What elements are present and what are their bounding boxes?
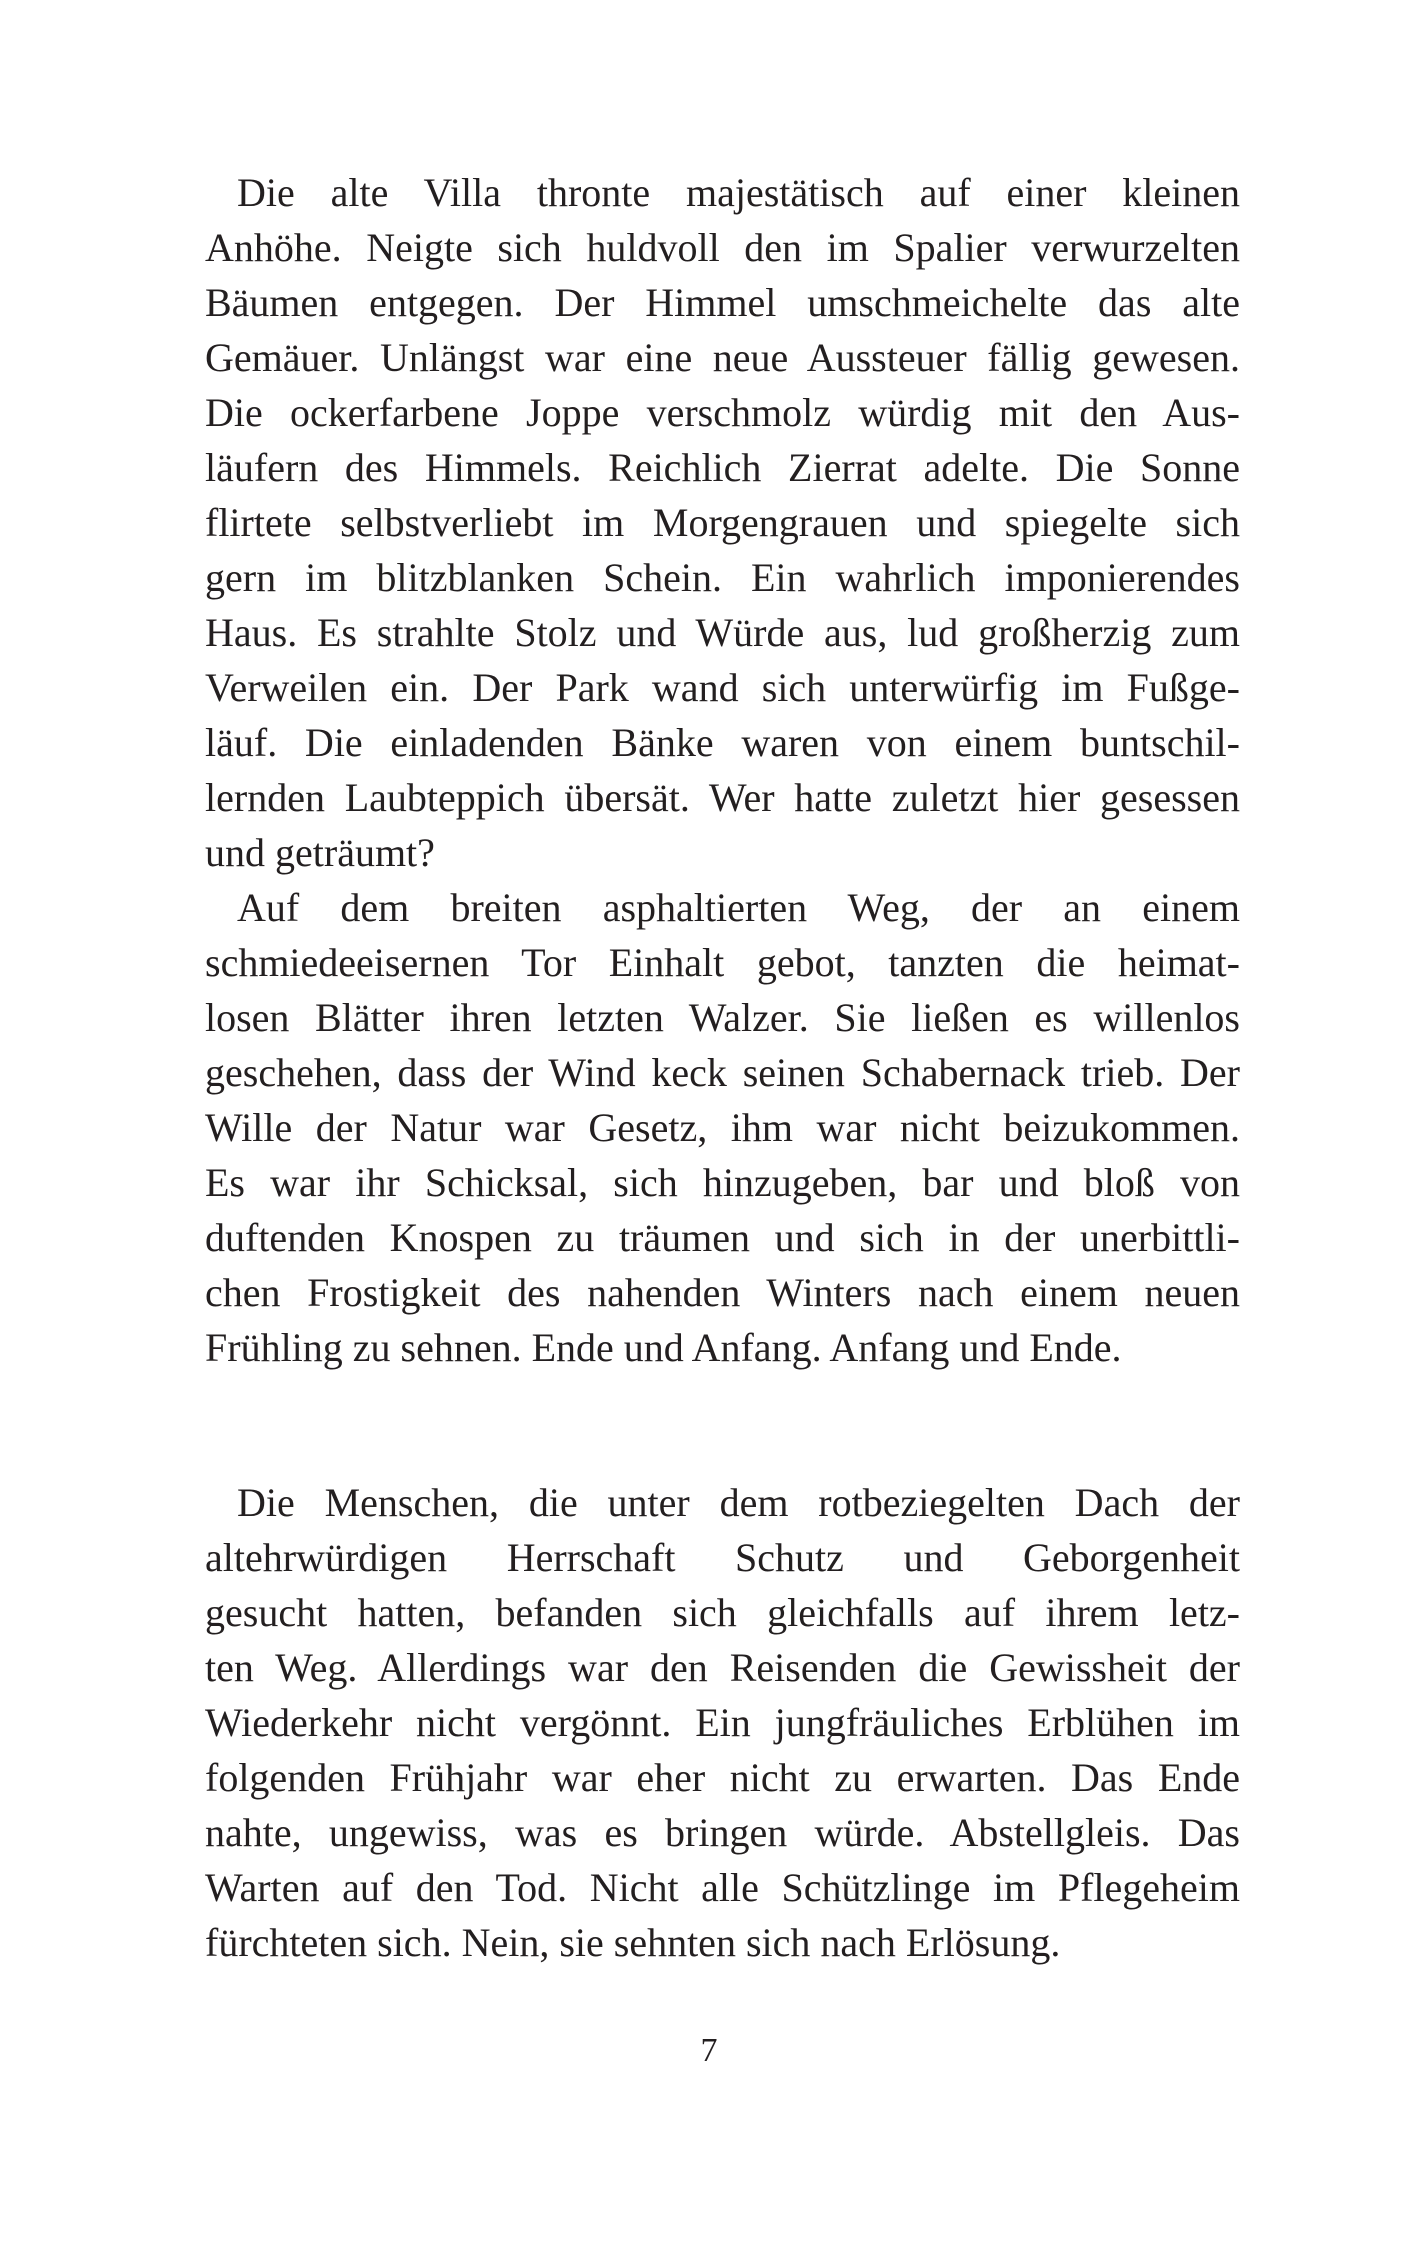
page-number: 7: [700, 2032, 718, 2069]
text-line: Haus. Es strahlte Stolz und Würde aus, lud großherzig zum: [205, 610, 1240, 655]
text-line: Auf dem breiten asphaltierten Weg, der an einem: [237, 885, 1240, 930]
paragraph-villa: [205, 165, 1240, 880]
text-line: Warten auf den Tod. Nicht alle Schützlinge im Pflegeheim: [205, 1865, 1240, 1910]
text-line: Verweilen ein. Der Park wand sich unterwürfig im Fußge-: [205, 665, 1240, 710]
text-line: Bäumen entgegen. Der Himmel umschmeichelte das alte: [205, 280, 1240, 325]
text-line: flirtete selbstverliebt im Morgengrauen und spiegelte sich: [205, 500, 1240, 545]
text-line: Frühling zu sehnen. Ende und Anfang. Anfang und Ende.: [205, 1325, 1122, 1370]
text-line: fürchteten sich. Nein, sie sehnten sich nach Erlösung.: [205, 1920, 1061, 1965]
text-line: Wiederkehr nicht vergönnt. Ein jungfräuliches Erblühen im: [205, 1700, 1240, 1745]
text-line: chen Frostigkeit des nahenden Winters nach einem neuen: [205, 1270, 1240, 1315]
text-line: Die Menschen, die unter dem rotbeziegelten Dach der: [237, 1480, 1240, 1525]
paragraph-leaves: [205, 880, 1240, 1375]
text-line: geschehen, dass der Wind keck seinen Schabernack trieb. Der: [205, 1050, 1240, 1095]
text-line: läuf. Die einladenden Bänke waren von einem buntschil-: [205, 720, 1240, 765]
text-line: Die ockerfarbene Joppe verschmolz würdig mit den Aus-: [205, 390, 1240, 435]
text-line: gesucht hatten, befanden sich gleichfalls auf ihrem letz-: [205, 1590, 1240, 1635]
text-line: Gemäuer. Unlängst war eine neue Aussteuer fällig gewesen.: [205, 335, 1240, 380]
text-line: läufern des Himmels. Reichlich Zierrat adelte. Die Sonne: [205, 445, 1240, 490]
text-line: Die alte Villa thronte majestätisch auf einer kleinen: [237, 170, 1240, 215]
text-line: nahte, ungewiss, was es bringen würde. Abstellgleis. Das: [205, 1810, 1240, 1855]
text-line: und geträumt?: [205, 830, 435, 875]
text-line: altehrwürdigen Herrschaft Schutz und Geborgenheit: [205, 1535, 1240, 1580]
paragraph-people: [205, 1475, 1240, 1970]
text-line: lernden Laubteppich übersät. Wer hatte zuletzt hier gesessen: [205, 775, 1240, 820]
text-line: schmiedeeisernen Tor Einhalt gebot, tanzten die heimat-: [205, 940, 1240, 985]
text-line: losen Blätter ihren letzten Walzer. Sie ließen es willenlos: [205, 995, 1240, 1040]
text-line: ten Weg. Allerdings war den Reisenden die Gewissheit der: [205, 1645, 1240, 1690]
text-line: gern im blitzblanken Schein. Ein wahrlich imponierendes: [205, 555, 1240, 600]
text-line: folgenden Frühjahr war eher nicht zu erwarten. Das Ende: [205, 1755, 1240, 1800]
text-line: Anhöhe. Neigte sich huldvoll den im Spalier verwurzelten: [205, 225, 1240, 270]
text-line: Es war ihr Schicksal, sich hinzugeben, bar und bloß von: [205, 1160, 1240, 1205]
text-line: duftenden Knospen zu träumen und sich in der unerbittli-: [205, 1215, 1240, 1260]
text-line: Wille der Natur war Gesetz, ihm war nicht beizukommen.: [205, 1105, 1240, 1150]
